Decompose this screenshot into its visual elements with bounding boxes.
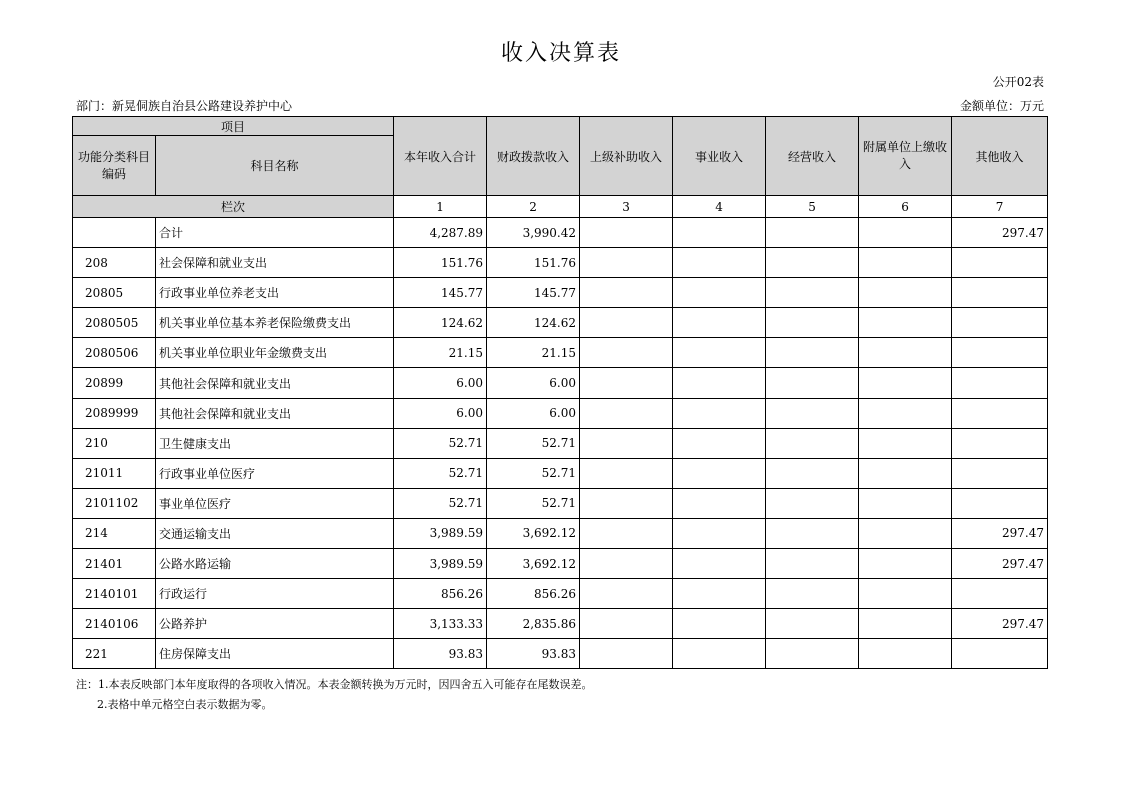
col-num-7: 7 — [952, 196, 1048, 218]
cell-c5 — [766, 218, 859, 248]
table-row — [73, 488, 1048, 518]
cell-name: 住房保障支出 — [156, 639, 394, 669]
cell-c2: 124.62 — [487, 308, 580, 338]
cell-name: 社会保障和就业支出 — [156, 248, 394, 278]
col-num-1: 1 — [394, 196, 487, 218]
cell-code: 2140101 — [73, 579, 156, 609]
cell-c3 — [580, 338, 673, 368]
cell-c2: 3,692.12 — [487, 549, 580, 579]
cell-c2: 2,835.86 — [487, 609, 580, 639]
cell-name: 机关事业单位基本养老保险缴费支出 — [156, 308, 394, 338]
income-table — [72, 116, 1048, 669]
cell-c7: 297.47 — [952, 549, 1048, 579]
cell-c6 — [859, 518, 952, 548]
cell-c2: 145.77 — [487, 278, 580, 308]
cell-code: 214 — [73, 518, 156, 548]
cell-c4 — [673, 398, 766, 428]
cell-name: 行政事业单位医疗 — [156, 458, 394, 488]
cell-c5 — [766, 549, 859, 579]
table-row — [73, 398, 1048, 428]
header-col7: 其他收入 — [952, 117, 1048, 196]
cell-c5 — [766, 518, 859, 548]
header-item: 项目 — [73, 117, 394, 136]
cell-c4 — [673, 308, 766, 338]
cell-name: 公路水路运输 — [156, 549, 394, 579]
cell-c4 — [673, 579, 766, 609]
table-row — [73, 338, 1048, 368]
cell-name: 机关事业单位职业年金缴费支出 — [156, 338, 394, 368]
cell-c3 — [580, 308, 673, 338]
cell-c2: 856.26 — [487, 579, 580, 609]
cell-c2: 6.00 — [487, 368, 580, 398]
cell-code: 21011 — [73, 458, 156, 488]
cell-code: 20805 — [73, 278, 156, 308]
cell-c6 — [859, 579, 952, 609]
cell-c3 — [580, 218, 673, 248]
cell-c4 — [673, 549, 766, 579]
cell-c1: 856.26 — [394, 579, 487, 609]
cell-c3 — [580, 639, 673, 669]
table-row — [73, 458, 1048, 488]
cell-c6 — [859, 218, 952, 248]
department-label: 部门：新晃侗族自治县公路建设养护中心 — [76, 99, 293, 113]
header-name: 科目名称 — [156, 136, 394, 196]
cell-c3 — [580, 278, 673, 308]
cell-c3 — [580, 609, 673, 639]
cell-c6 — [859, 338, 952, 368]
cell-c3 — [580, 549, 673, 579]
cell-code: 2089999 — [73, 398, 156, 428]
cell-c6 — [859, 428, 952, 458]
cell-c6 — [859, 278, 952, 308]
cell-c2: 52.71 — [487, 488, 580, 518]
cell-c3 — [580, 458, 673, 488]
cell-c1: 145.77 — [394, 278, 487, 308]
cell-c4 — [673, 428, 766, 458]
col-num-4: 4 — [673, 196, 766, 218]
cell-c2: 151.76 — [487, 248, 580, 278]
cell-c5 — [766, 639, 859, 669]
unit-label: 金额单位：万元 — [959, 99, 1044, 113]
cell-code: 221 — [73, 639, 156, 669]
cell-c1: 52.71 — [394, 488, 487, 518]
table-row — [73, 308, 1048, 338]
cell-name: 交通运输支出 — [156, 518, 394, 548]
cell-c3 — [580, 518, 673, 548]
header-col4: 事业收入 — [673, 117, 766, 196]
cell-c5 — [766, 458, 859, 488]
cell-code: 20899 — [73, 368, 156, 398]
cell-c1: 4,287.89 — [394, 218, 487, 248]
cell-c4 — [673, 338, 766, 368]
cell-c4 — [673, 488, 766, 518]
row-label: 栏次 — [73, 196, 394, 218]
cell-c7: 297.47 — [952, 609, 1048, 639]
cell-c7 — [952, 338, 1048, 368]
cell-c7: 297.47 — [952, 518, 1048, 548]
cell-name: 合计 — [156, 218, 394, 248]
cell-code: 2101102 — [73, 488, 156, 518]
cell-code: 2140106 — [73, 609, 156, 639]
cell-c7 — [952, 579, 1048, 609]
cell-c5 — [766, 248, 859, 278]
cell-c5 — [766, 368, 859, 398]
cell-c7 — [952, 458, 1048, 488]
cell-c5 — [766, 308, 859, 338]
cell-c6 — [859, 488, 952, 518]
cell-c2: 52.71 — [487, 428, 580, 458]
cell-code: 2080506 — [73, 338, 156, 368]
cell-c6 — [859, 398, 952, 428]
cell-c5 — [766, 488, 859, 518]
cell-c1: 6.00 — [394, 368, 487, 398]
cell-c1: 3,989.59 — [394, 549, 487, 579]
header-col3: 上级补助收入 — [580, 117, 673, 196]
cell-c4 — [673, 458, 766, 488]
cell-c5 — [766, 609, 859, 639]
cell-c2: 93.83 — [487, 639, 580, 669]
cell-c3 — [580, 398, 673, 428]
table-row — [73, 368, 1048, 398]
cell-c1: 21.15 — [394, 338, 487, 368]
cell-name: 事业单位医疗 — [156, 488, 394, 518]
col-num-3: 3 — [580, 196, 673, 218]
cell-c2: 52.71 — [487, 458, 580, 488]
cell-name: 卫生健康支出 — [156, 428, 394, 458]
col-num-2: 2 — [487, 196, 580, 218]
cell-c7 — [952, 278, 1048, 308]
cell-c2: 3,990.42 — [487, 218, 580, 248]
cell-c6 — [859, 609, 952, 639]
table-row — [73, 428, 1048, 458]
table-row — [73, 278, 1048, 308]
cell-c5 — [766, 278, 859, 308]
cell-c7 — [952, 488, 1048, 518]
col-num-5: 5 — [766, 196, 859, 218]
cell-code: 208 — [73, 248, 156, 278]
cell-code: 2080505 — [73, 308, 156, 338]
cell-c7: 297.47 — [952, 218, 1048, 248]
header-col5: 经营收入 — [766, 117, 859, 196]
cell-c7 — [952, 398, 1048, 428]
cell-c4 — [673, 639, 766, 669]
note-1: 注：1.本表反映部门本年度取得的各项收入情况。本表金额转换为万元时，因四舍五入可能存在尾数误差。 — [76, 678, 593, 691]
cell-c7 — [952, 428, 1048, 458]
cell-c6 — [859, 368, 952, 398]
table-row — [73, 248, 1048, 278]
cell-code: 210 — [73, 428, 156, 458]
cell-c4 — [673, 218, 766, 248]
table-row — [73, 518, 1048, 548]
cell-c6 — [859, 458, 952, 488]
cell-c1: 52.71 — [394, 428, 487, 458]
cell-c1: 6.00 — [394, 398, 487, 428]
cell-c4 — [673, 248, 766, 278]
cell-c2: 21.15 — [487, 338, 580, 368]
header-col6: 附属单位上缴收入 — [859, 117, 952, 196]
cell-c3 — [580, 579, 673, 609]
header-col1: 本年收入合计 — [394, 117, 487, 196]
cell-c4 — [673, 609, 766, 639]
table-row — [73, 609, 1048, 639]
cell-c6 — [859, 639, 952, 669]
cell-c5 — [766, 338, 859, 368]
note-2: 2.表格中单元格空白表示数据为零。 — [97, 698, 273, 711]
cell-c1: 52.71 — [394, 458, 487, 488]
cell-c7 — [952, 639, 1048, 669]
form-code: 公开02表 — [992, 75, 1044, 89]
cell-c1: 3,133.33 — [394, 609, 487, 639]
cell-c1: 3,989.59 — [394, 518, 487, 548]
cell-c2: 6.00 — [487, 398, 580, 428]
cell-code — [73, 218, 156, 248]
cell-c6 — [859, 549, 952, 579]
cell-c7 — [952, 308, 1048, 338]
cell-c4 — [673, 518, 766, 548]
page-title: 收入决算表 — [500, 41, 621, 66]
cell-c2: 3,692.12 — [487, 518, 580, 548]
header-col2: 财政拨款收入 — [487, 117, 580, 196]
table-row — [73, 218, 1048, 248]
cell-c1: 124.62 — [394, 308, 487, 338]
cell-c7 — [952, 368, 1048, 398]
table-row — [73, 579, 1048, 609]
cell-c3 — [580, 488, 673, 518]
cell-name: 其他社会保障和就业支出 — [156, 398, 394, 428]
cell-c4 — [673, 278, 766, 308]
header-code: 功能分类科目编码 — [73, 136, 156, 196]
table-row — [73, 549, 1048, 579]
cell-c1: 151.76 — [394, 248, 487, 278]
table-row — [73, 639, 1048, 669]
cell-c6 — [859, 308, 952, 338]
col-num-6: 6 — [859, 196, 952, 218]
cell-c1: 93.83 — [394, 639, 487, 669]
cell-name: 公路养护 — [156, 609, 394, 639]
cell-c3 — [580, 428, 673, 458]
cell-name: 其他社会保障和就业支出 — [156, 368, 394, 398]
cell-c5 — [766, 428, 859, 458]
cell-c6 — [859, 248, 952, 278]
cell-name: 行政事业单位养老支出 — [156, 278, 394, 308]
cell-c4 — [673, 368, 766, 398]
cell-c3 — [580, 248, 673, 278]
cell-c5 — [766, 579, 859, 609]
cell-c3 — [580, 368, 673, 398]
cell-code: 21401 — [73, 549, 156, 579]
cell-c5 — [766, 398, 859, 428]
cell-c7 — [952, 248, 1048, 278]
cell-name: 行政运行 — [156, 579, 394, 609]
